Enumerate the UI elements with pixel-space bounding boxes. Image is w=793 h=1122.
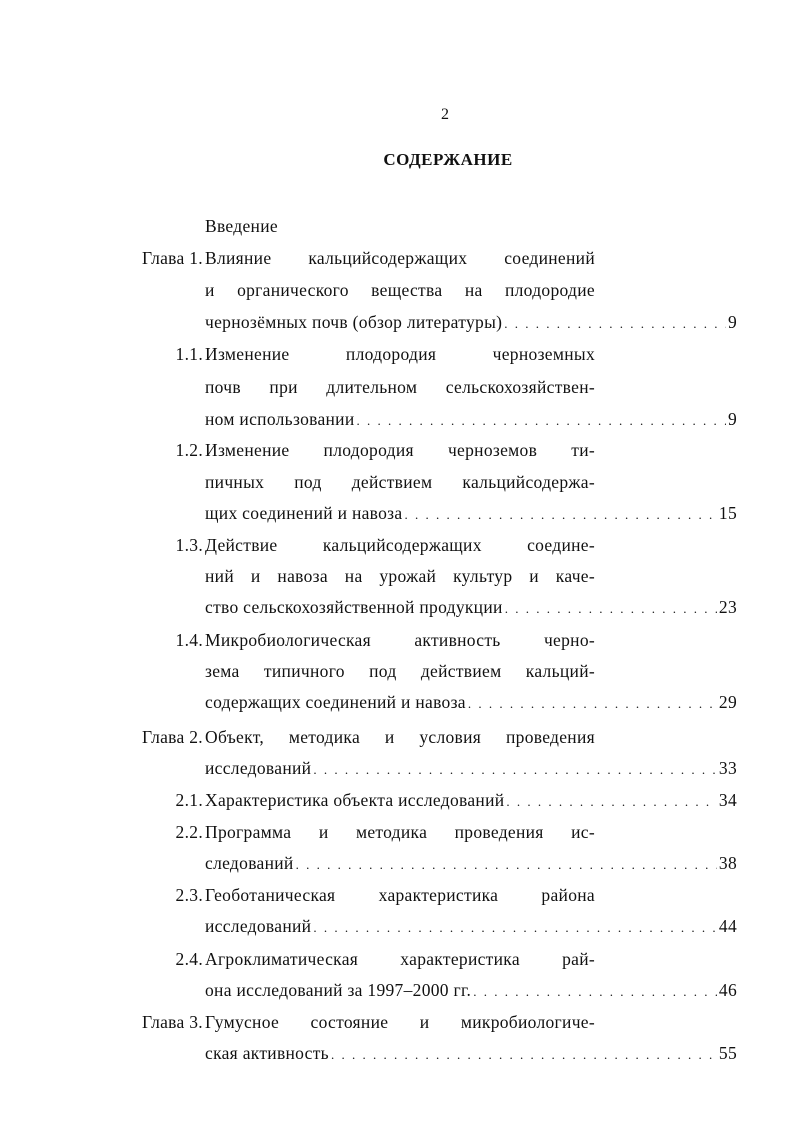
toc-entry-line: Программа и методика проведения ис- xyxy=(205,822,595,842)
toc-entry-text: следований xyxy=(205,853,294,873)
toc-entry-text: ская активность xyxy=(205,1043,329,1063)
dot-leader xyxy=(357,413,726,429)
toc-page-number: 15 xyxy=(718,503,737,523)
toc-entry-text: ство сельскохозяйственной продукции xyxy=(205,597,503,617)
toc-entry-line: Объект, методика и условия проведения xyxy=(205,727,595,747)
dot-leader xyxy=(331,1047,717,1063)
toc-page-number: 9 xyxy=(727,312,737,332)
toc-page-number: 34 xyxy=(718,790,737,810)
dot-leader xyxy=(296,857,717,873)
toc-entry-last-line xyxy=(205,409,737,430)
toc-entry-label: Глава 2. xyxy=(141,727,203,747)
page-number: 2 xyxy=(441,106,449,123)
dot-leader xyxy=(506,794,716,810)
toc-entry-last-line xyxy=(205,980,737,1001)
toc-page-number: 33 xyxy=(718,758,737,778)
toc-entry-last-line xyxy=(205,790,737,811)
toc-page-number: 29 xyxy=(718,692,737,712)
toc-entry-label: 2.1. xyxy=(175,790,203,810)
toc-entry-text: ном использовании xyxy=(205,409,355,429)
toc-entry-line: Геоботаническая характеристика района xyxy=(205,885,595,905)
toc-entry-line: Изменение плодородия черноземных xyxy=(205,344,595,364)
toc-entry-text: Характеристика объекта исследований xyxy=(205,790,505,810)
dot-leader xyxy=(313,920,717,936)
toc-entry-line: Микробиологическая активность черно- xyxy=(205,630,595,650)
toc-entry-last-line xyxy=(205,758,737,779)
dot-leader xyxy=(404,507,716,523)
toc-entry-label: 2.4. xyxy=(175,949,203,969)
toc-entry-text: она исследований за 1997–2000 гг. xyxy=(205,980,472,1000)
toc-entry-text: щих соединений и навоза xyxy=(205,503,403,523)
toc-entry-label: 1.4. xyxy=(175,630,203,650)
toc-entry-text: исследований xyxy=(205,758,312,778)
toc-entry-label: Глава 1. xyxy=(141,248,203,268)
toc-entry-label: 1.3. xyxy=(175,535,203,555)
toc-entry-text: чернозёмных почв (обзор литературы) xyxy=(205,312,503,332)
toc-entry-label: 1.1. xyxy=(175,344,203,364)
toc-page-number: 38 xyxy=(718,853,737,873)
dot-leader xyxy=(505,601,717,617)
dot-leader xyxy=(473,984,717,1000)
toc-entry-last-line xyxy=(205,1043,737,1064)
toc-entry-label: Глава 3. xyxy=(141,1012,203,1032)
toc-entry-text: содержащих соединений и навоза xyxy=(205,692,466,712)
toc-entry-line: зема типичного под действием кальций- xyxy=(205,661,595,681)
toc-entry-line: и органического вещества на плодородие xyxy=(205,280,595,300)
dot-leader xyxy=(468,696,717,712)
toc-entry-line: Изменение плодородия черноземов ти- xyxy=(205,440,595,460)
toc-entry-last-line xyxy=(205,312,737,333)
toc-entry-line: Влияние кальцийсодержащих соединений xyxy=(205,248,595,268)
toc-entry-last-line xyxy=(205,853,737,874)
toc-entry-line: Гумусное состояние и микробиологиче- xyxy=(205,1012,595,1032)
toc-intro: Введение xyxy=(205,216,278,236)
toc-entry-last-line xyxy=(205,597,737,618)
toc-entry-label: 1.2. xyxy=(175,440,203,460)
toc-page-number: 55 xyxy=(718,1043,737,1063)
toc-entry-last-line xyxy=(205,503,737,524)
toc-entry-line: Агроклиматическая характеристика рай- xyxy=(205,949,595,969)
dot-leader xyxy=(313,762,717,778)
toc-entry-line: ний и навоза на урожай культур и каче- xyxy=(205,566,595,586)
toc-entry-last-line xyxy=(205,692,737,713)
toc-entry-label: 2.2. xyxy=(175,822,203,842)
toc-page-number: 46 xyxy=(718,980,737,1000)
toc-entry-label: 2.3. xyxy=(175,885,203,905)
toc-entry-last-line xyxy=(205,916,737,937)
dot-leader xyxy=(504,316,726,332)
toc-entry-line: Действие кальцийсодержащих соедине- xyxy=(205,535,595,555)
page-title: СОДЕРЖАНИЕ xyxy=(383,150,513,169)
toc-entry-text: исследований xyxy=(205,916,312,936)
toc-page-number: 44 xyxy=(718,916,737,936)
toc-page-number: 9 xyxy=(727,409,737,429)
toc-entry-line: почв при длительном сельскохозяйствен- xyxy=(205,377,595,397)
toc-entry-line: пичных под действием кальцийсодержа- xyxy=(205,472,595,492)
toc-page-number: 23 xyxy=(718,597,737,617)
